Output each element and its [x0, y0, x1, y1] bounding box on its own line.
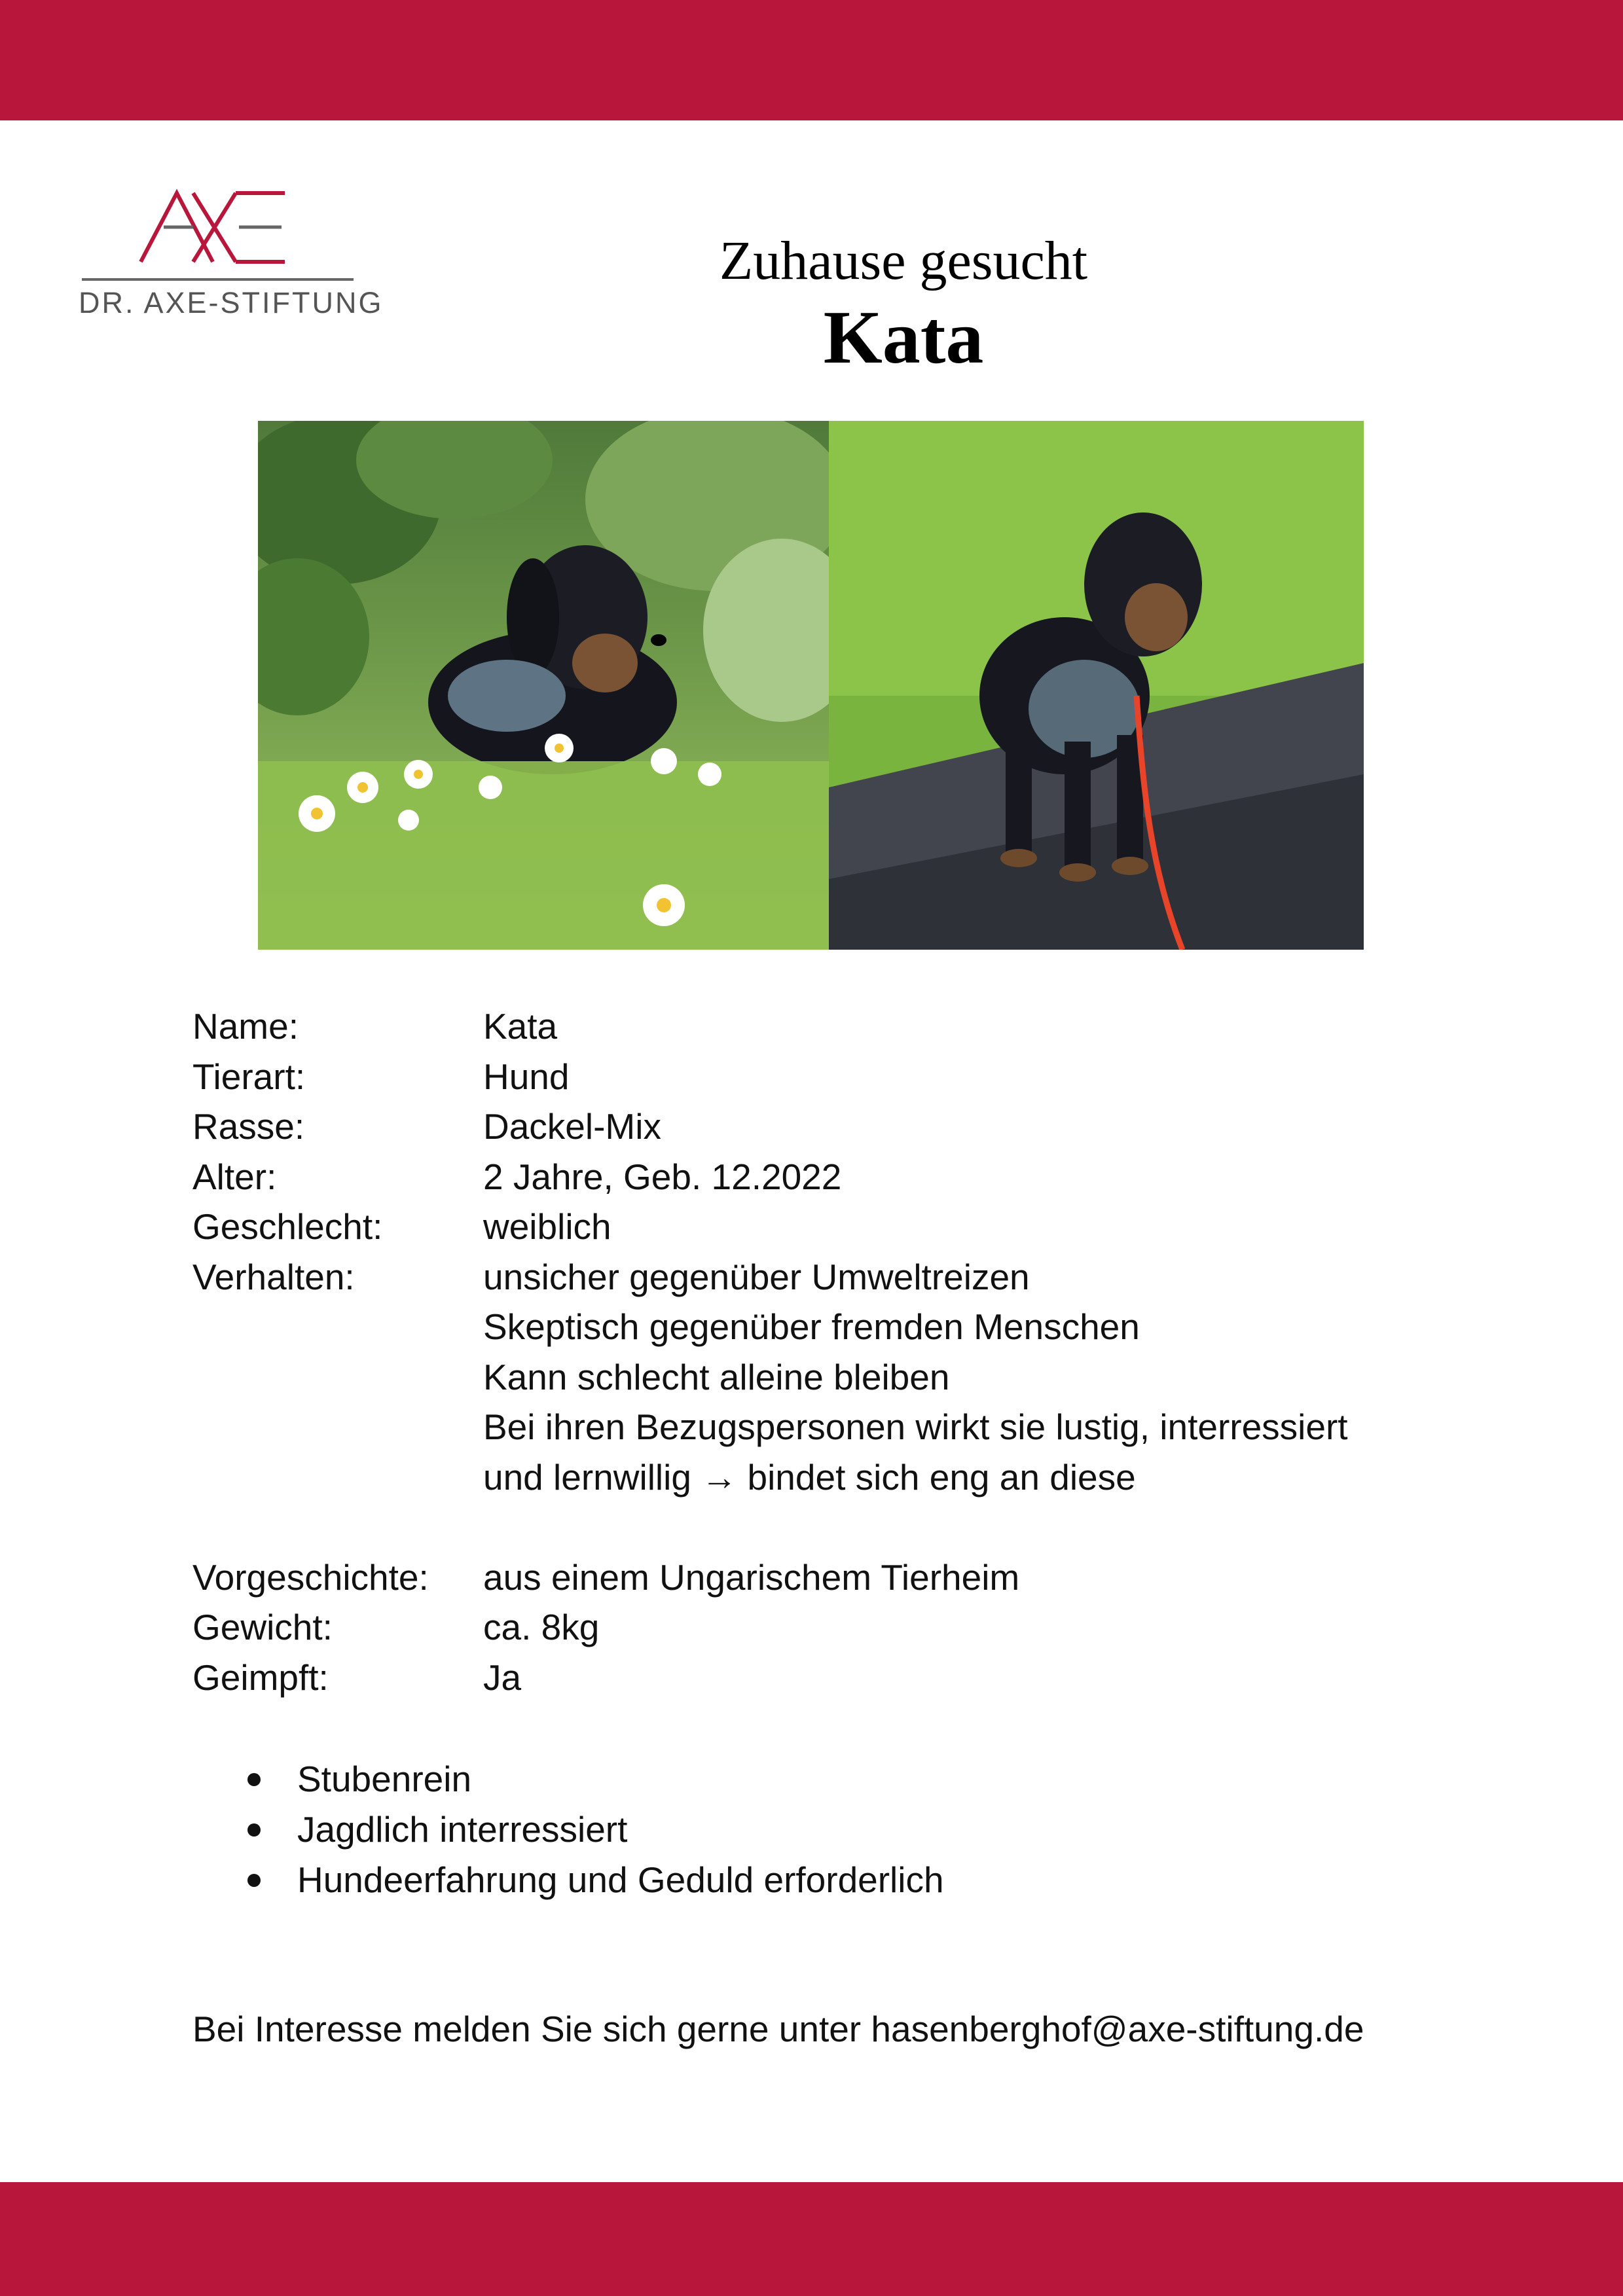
logo [79, 187, 384, 324]
detail-value: Kata [483, 1006, 558, 1047]
axe-logo-icon [79, 187, 360, 285]
list-item [192, 1754, 944, 1804]
photo-dog-in-flowers [258, 421, 829, 950]
detail-label: Rasse: [192, 1106, 305, 1147]
bottom-banner [0, 2182, 1623, 2296]
detail-row [192, 1152, 1502, 1202]
page-subtitle: Zuhause gesucht [719, 230, 1088, 291]
detail-row [192, 1602, 1502, 1653]
page-title: Kata [823, 296, 984, 380]
detail-row [192, 1052, 1502, 1102]
behavior-line: Skeptisch gegenüber fremden Menschen [483, 1306, 1140, 1347]
detail-row [192, 1653, 1502, 1703]
spacer [192, 1502, 1502, 1552]
list-item-text: Hundeerfahrung und Geduld erforderlich [297, 1859, 944, 1900]
detail-value: Hund [483, 1056, 570, 1097]
detail-label: Tierart: [192, 1056, 306, 1097]
detail-row [192, 1202, 1502, 1252]
bullet-icon [247, 1874, 261, 1887]
behavior-lines [483, 1252, 1348, 1503]
list-item [192, 1855, 944, 1905]
top-banner [0, 0, 1623, 120]
list-item-text: Jagdlich interressiert [297, 1809, 628, 1850]
detail-value: ca. 8kg [483, 1607, 600, 1647]
detail-row [192, 1001, 1502, 1052]
behavior-line: unsicher gegenüber Umweltreizen [483, 1256, 1030, 1297]
behavior-line: Bei ihren Bezugspersonen wirkt sie lustig, interressiert [483, 1407, 1348, 1447]
contact-line: Bei Interesse melden Sie sich gerne unter hasenberghof@axe-stiftung.de [192, 2009, 1364, 2049]
detail-value: Ja [483, 1657, 522, 1698]
list-item-text: Stubenrein [297, 1759, 472, 1799]
detail-label: Geimpft: [192, 1657, 329, 1698]
bullet-icon [247, 1823, 261, 1837]
detail-label: Gewicht: [192, 1607, 333, 1647]
animal-details [192, 1001, 1502, 1702]
photo-dog-on-path [829, 421, 1364, 950]
detail-value: aus einem Ungarischem Tierheim [483, 1556, 1020, 1598]
bullet-icon [247, 1773, 261, 1786]
detail-label: Vorgeschichte: [192, 1556, 429, 1598]
detail-label: Geschlecht: [192, 1206, 383, 1247]
behavior-row [192, 1252, 1502, 1503]
behavior-line: Kann schlecht alleine bleiben [483, 1356, 950, 1397]
detail-value: 2 Jahre, Geb. 12.2022 [483, 1156, 842, 1197]
detail-row [192, 1552, 1502, 1603]
detail-value: weiblich [483, 1206, 611, 1247]
detail-row [192, 1102, 1502, 1152]
behavior-label: Verhalten: [192, 1256, 355, 1297]
brand-name: DR. AXE-STIFTUNG [79, 286, 384, 319]
feature-list [192, 1754, 944, 1905]
list-item [192, 1804, 944, 1855]
detail-label: Alter: [192, 1156, 277, 1197]
detail-label: Name: [192, 1006, 299, 1047]
behavior-line: und lernwillig → bindet sich eng an diese [483, 1456, 1136, 1498]
detail-value: Dackel-Mix [483, 1106, 661, 1147]
